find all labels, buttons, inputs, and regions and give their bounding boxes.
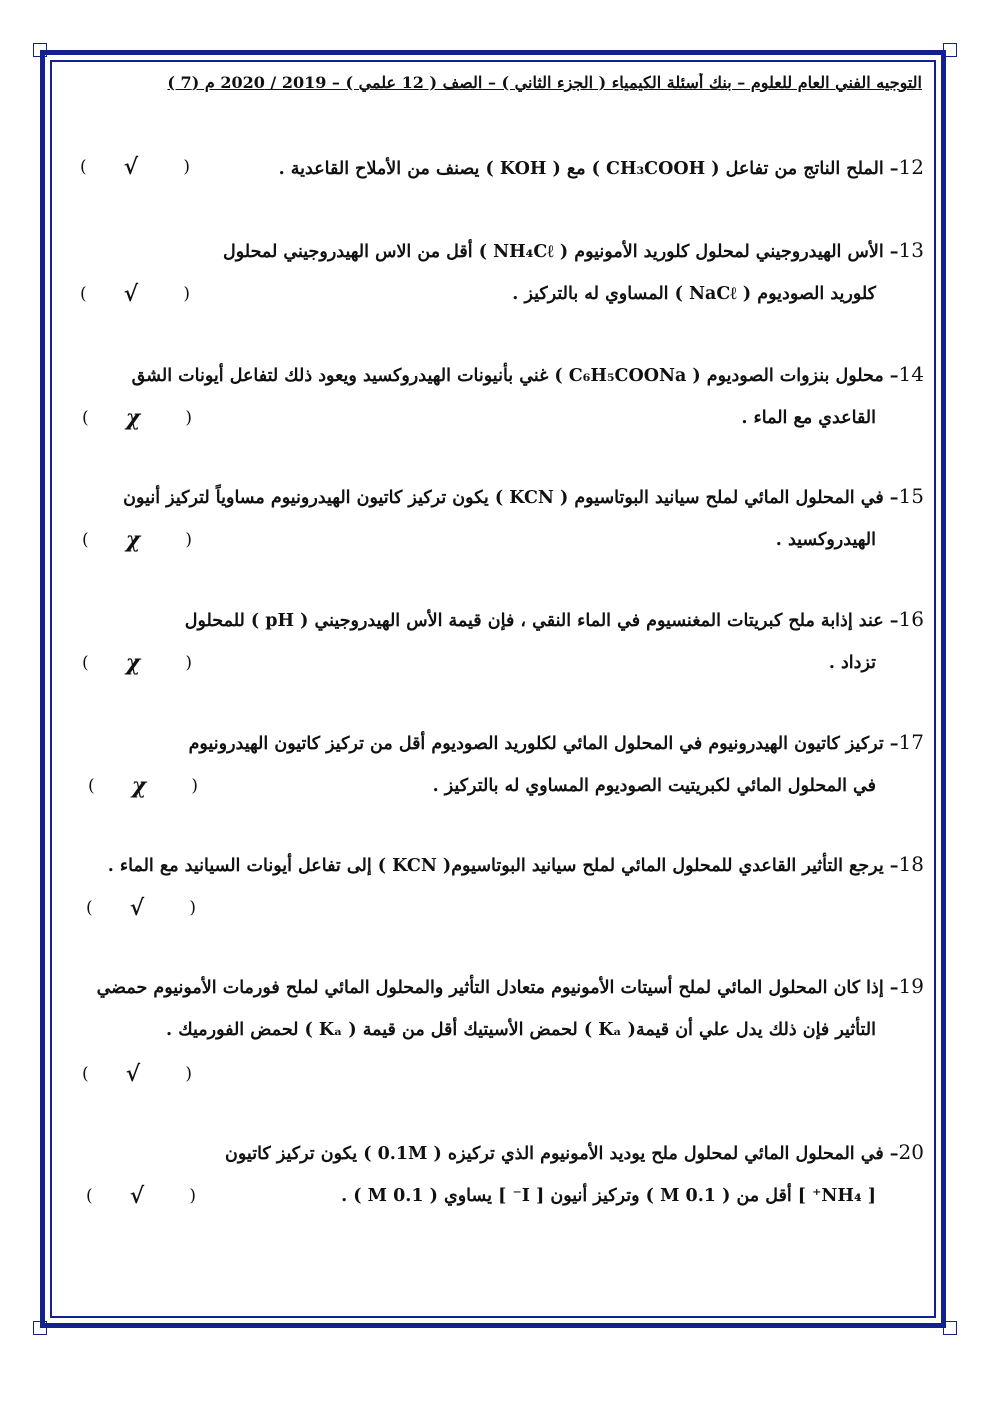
question-number: 12 — [898, 155, 924, 179]
answer-box: ( √ ) — [80, 154, 190, 180]
answer-mark: √ — [125, 1061, 141, 1087]
question-text: 16– عند إذابة ملح كبريتات المغنسيوم في الماء النقي ، فإن قيمة الأس الهيدروجيني ( pH ) للمحلول — [184, 607, 924, 631]
border-corner — [33, 1321, 47, 1335]
answer-box: ( χ ) — [82, 650, 192, 676]
answer-box: ( χ ) — [82, 405, 192, 431]
border-corner — [33, 43, 47, 57]
question-text-continued: تزداد . — [828, 653, 876, 673]
question-item — [72, 850, 924, 938]
question-text: 19– إذا كان المحلول المائي لملح أسيتات الأمونيوم متعادل التأثير والمحلول المائي لملح فورمات الأمونيوم حمضي — [96, 974, 924, 998]
border-corner — [943, 1321, 957, 1335]
question-item — [72, 605, 924, 693]
question-item — [72, 153, 924, 197]
question-number: 15 — [898, 484, 924, 508]
question-text-continued: كلوريد الصوديوم ( NaCℓ ) المساوي له بالتركيز . — [512, 284, 876, 304]
question-text-continued: [ NH₄⁺ ] أقل من ( 0.1 M ) وتركيز أنيون [ I⁻ ] يساوي ( 0.1 M ) . — [341, 1186, 876, 1206]
question-number: 13 — [898, 238, 924, 262]
question-text: 12– الملح الناتج من تفاعل ( CH₃COOH ) مع ( KOH ) يصنف من الأملاح القاعدية . — [278, 155, 924, 179]
answer-box: ( √ ) — [86, 1183, 196, 1209]
answer-box: ( χ ) — [88, 773, 198, 799]
answer-box: ( χ ) — [82, 527, 192, 553]
answer-mark: χ — [131, 773, 147, 799]
answer-box: ( √ ) — [80, 281, 190, 307]
answer-mark: √ — [123, 154, 139, 180]
question-text-continued: التأثير فإن ذلك يدل علي أن قيمة( Kₐ ) لحمض الأسيتيك أقل من قيمة ( Kₐ ) لحمض الفورميك . — [166, 1020, 876, 1040]
answer-mark: √ — [129, 895, 145, 921]
answer-box: ( √ ) — [82, 1061, 192, 1087]
question-item — [72, 1138, 924, 1226]
question-text: 13– الأس الهيدروجيني لمحلول كلوريد الأمونيوم ( NH₄Cℓ ) أقل من الاس الهيدروجيني لمحلول — [223, 238, 924, 262]
question-text-continued: القاعدي مع الماء . — [741, 408, 876, 428]
answer-box: ( √ ) — [86, 895, 196, 921]
question-item — [72, 972, 924, 1104]
answer-mark: χ — [125, 650, 141, 676]
question-item — [72, 360, 924, 448]
question-item — [72, 482, 924, 570]
question-item — [72, 236, 924, 324]
question-text: 18– يرجع التأثير القاعدي للمحلول المائي لملح سيانيد البوتاسيوم( KCN ) إلى تفاعل أيونات السيانيد مع الماء . — [107, 852, 924, 876]
border-corner — [943, 43, 957, 57]
answer-mark: χ — [125, 405, 141, 431]
question-number: 18 — [898, 852, 924, 876]
question-text: 14– محلول بنزوات الصوديوم ( C₆H₅COONa ) غني بأنيونات الهيدروكسيد ويعود ذلك لتفاعل أيونات الشق — [131, 362, 924, 386]
question-text: 15– في المحلول المائي لملح سيانيد البوتاسيوم ( KCN ) يكون تركيز كاتيون الهيدرونيوم مساوياً لتركيز أنيون — [123, 484, 924, 508]
question-number: 17 — [898, 730, 924, 754]
question-number: 14 — [898, 362, 924, 386]
answer-mark: √ — [129, 1183, 145, 1209]
question-text: 20– في المحلول المائي لمحلول ملح يوديد الأمونيوم الذي تركيزه ( 0.1M ) يكون تركيز كاتيون — [225, 1140, 924, 1164]
question-number: 16 — [898, 607, 924, 631]
page-header: التوجيه الفني العام للعلوم – بنك أسئلة الكيمياء ( الجزء الثاني ) – الصف ( 12 علمي ) – 2019 / 2020 م (7 ) — [167, 73, 922, 92]
question-number: 19 — [898, 974, 924, 998]
question-text-continued: في المحلول المائي لكبريتيت الصوديوم المساوي له بالتركيز . — [432, 776, 876, 796]
question-text-continued: الهيدروكسيد . — [775, 530, 876, 550]
question-item — [72, 728, 924, 816]
question-text: 17– تركيز كاتيون الهيدرونيوم في المحلول المائي لكلوريد الصوديوم أقل من تركيز كاتيون الهيدرونيوم — [188, 730, 924, 754]
answer-mark: √ — [123, 281, 139, 307]
question-number: 20 — [898, 1140, 924, 1164]
answer-mark: χ — [125, 527, 141, 553]
